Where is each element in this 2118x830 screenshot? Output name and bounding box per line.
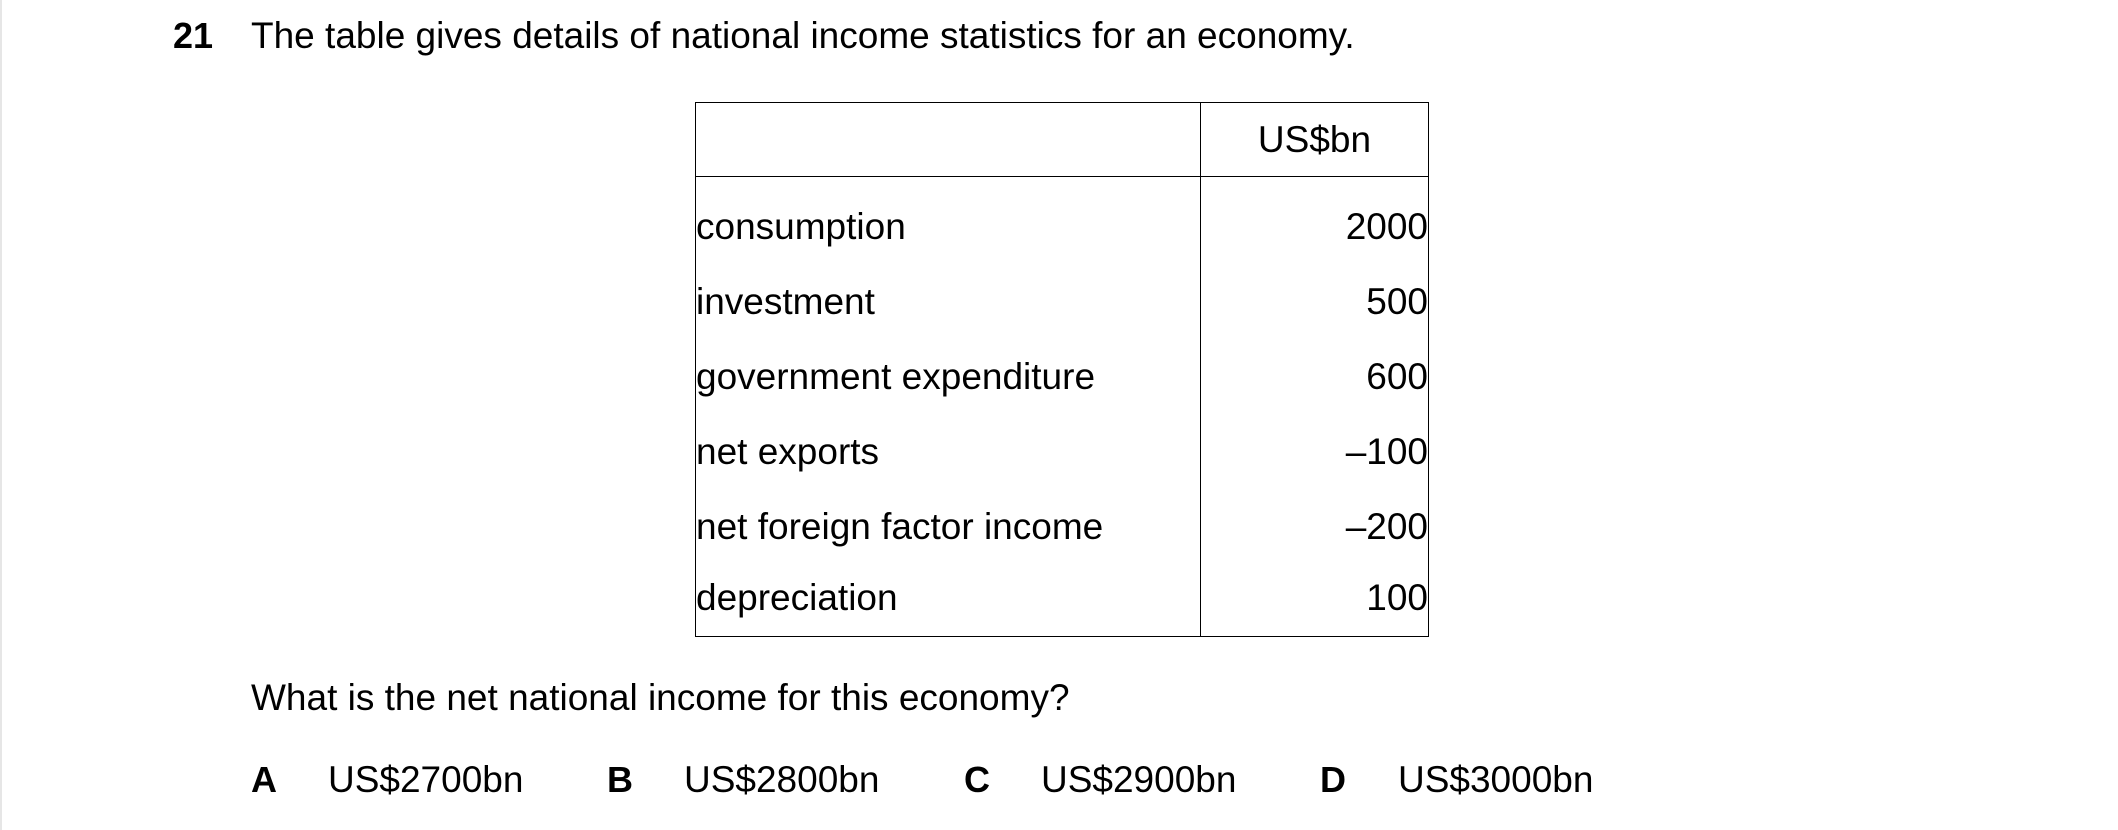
- page-edge: [0, 0, 2, 830]
- question-number: 21: [173, 15, 214, 56]
- row-label: government expenditure: [696, 339, 1201, 414]
- row-value: 500: [1201, 264, 1429, 339]
- income-statistics-table: [695, 102, 1429, 637]
- unit-header: US$bn: [1201, 103, 1429, 177]
- option-b-letter[interactable]: B: [607, 759, 633, 800]
- row-label: net foreign factor income: [696, 489, 1201, 564]
- row-label: depreciation: [696, 564, 1201, 637]
- option-a-text[interactable]: US$2700bn: [328, 759, 524, 800]
- question-prompt: What is the net national income for this economy?: [251, 677, 1070, 718]
- row-label: net exports: [696, 414, 1201, 489]
- question-stem: The table gives details of national income statistics for an economy.: [251, 15, 1355, 56]
- option-d-letter[interactable]: D: [1320, 759, 1346, 800]
- table-row: [696, 264, 1429, 339]
- option-b-text[interactable]: US$2800bn: [684, 759, 880, 800]
- row-value: 100: [1201, 564, 1429, 637]
- option-c-text[interactable]: US$2900bn: [1041, 759, 1237, 800]
- row-value: 600: [1201, 339, 1429, 414]
- row-value: –100: [1201, 414, 1429, 489]
- row-label: consumption: [696, 177, 1201, 265]
- table-row: [696, 414, 1429, 489]
- table-row: [696, 564, 1429, 637]
- row-label: investment: [696, 264, 1201, 339]
- table-row: [696, 177, 1429, 265]
- table-row: [696, 339, 1429, 414]
- option-d-text[interactable]: US$3000bn: [1398, 759, 1594, 800]
- table-header-blank-cell: [696, 103, 1201, 177]
- row-value: 2000: [1201, 177, 1429, 265]
- table-row: [696, 489, 1429, 564]
- option-a-letter[interactable]: A: [251, 759, 277, 800]
- option-c-letter[interactable]: C: [964, 759, 990, 800]
- row-value: –200: [1201, 489, 1429, 564]
- table-header-row: [696, 103, 1429, 177]
